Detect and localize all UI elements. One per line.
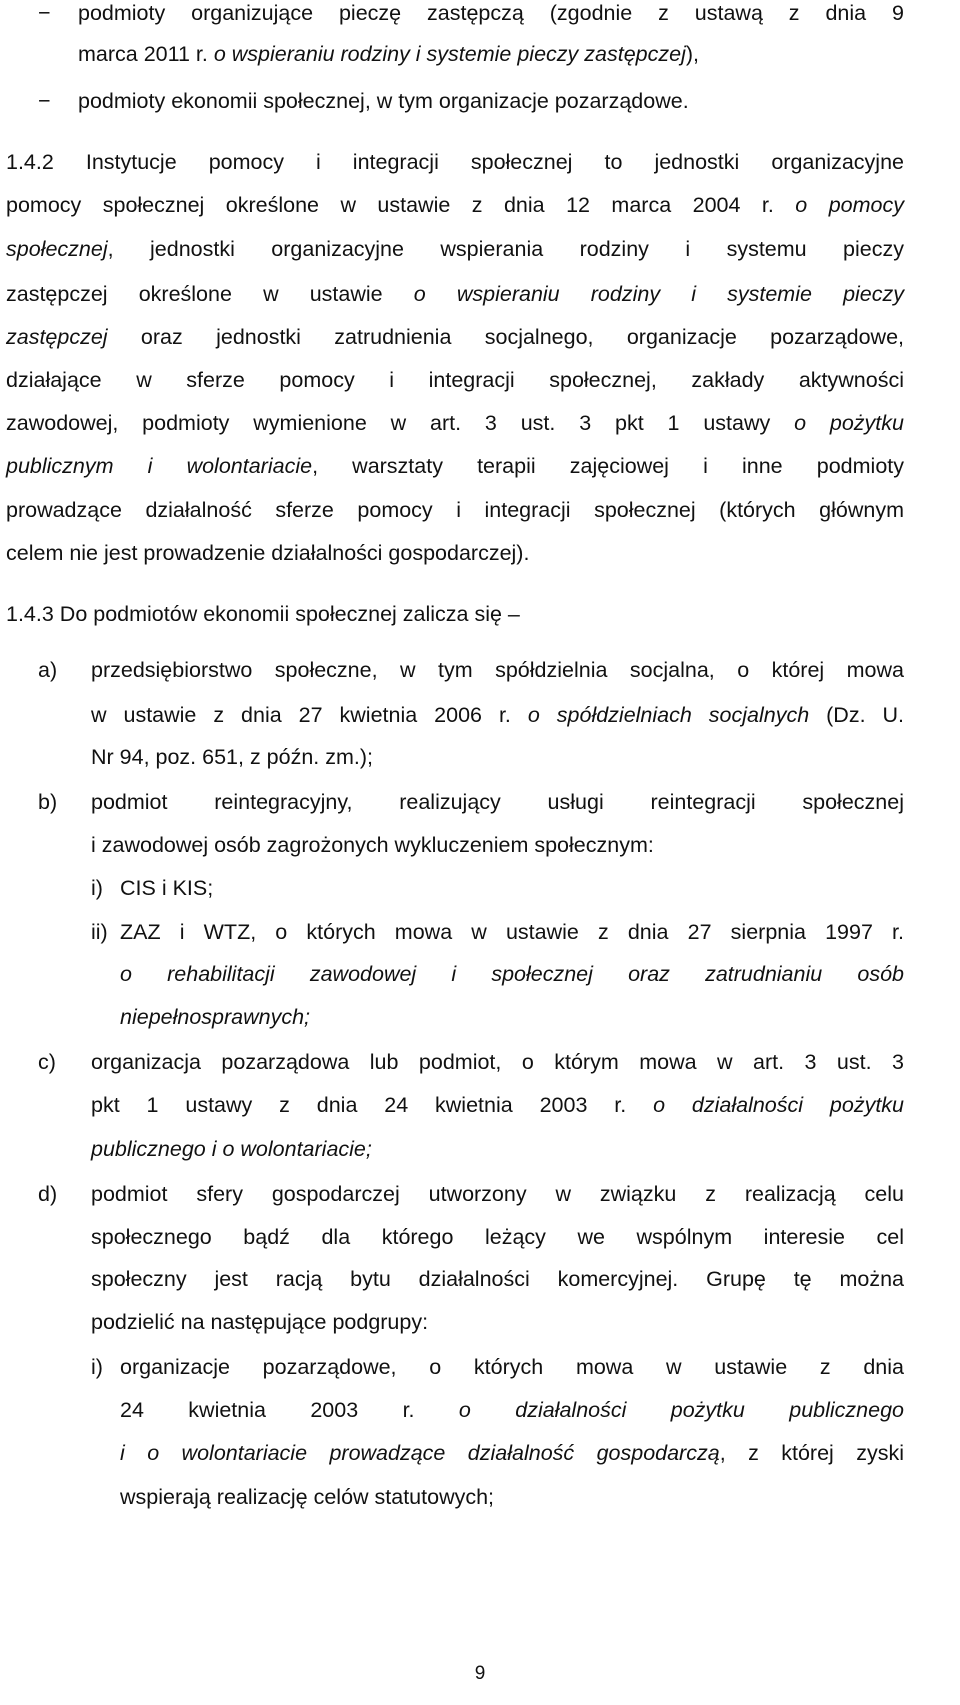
- paragraph-line: pomocy społecznej określone w ustawie z dnia 12 marca 2004 r. o pomocy: [6, 193, 904, 217]
- list-item-text: podmiot sfery gospodarczej utworzony w związku z realizacją celu: [91, 1182, 904, 1206]
- list-item-text: w ustawie z dnia 27 kwietnia 2006 r. o spółdzielniach socjalnych (Dz. U.: [91, 703, 904, 727]
- paragraph-line: celem nie jest prowadzenie działalności gospodarczej).: [6, 541, 530, 565]
- paragraph-line: zastępczej oraz jednostki zatrudnienia socjalnego, organizacje pozarządowe,: [6, 325, 904, 349]
- list-item-text: społeczny jest racją bytu działalności komercyjnej. Grupę tę można: [91, 1267, 904, 1291]
- list-item-text: podmioty ekonomii społecznej, w tym organizacje pozarządowe.: [78, 89, 689, 113]
- list-item-text: publicznego i o wolontariacie;: [91, 1137, 372, 1161]
- paragraph-line: zawodowej, podmioty wymienione w art. 3 ust. 3 pkt 1 ustawy o pożytku: [6, 411, 904, 435]
- paragraph-line: 1.4.2 Instytucje pomocy i integracji społecznej to jednostki organizacyjne: [6, 150, 904, 174]
- list-marker: −: [38, 1, 51, 25]
- list-item-text: przedsiębiorstwo społeczne, w tym spółdzielnia socjalna, o której mowa: [91, 658, 904, 682]
- list-item-text: i o wolontariacie prowadzące działalność gospodarczą, z której zyski: [120, 1441, 904, 1465]
- list-marker: i): [91, 1355, 103, 1379]
- list-marker: a): [38, 658, 58, 682]
- list-item-text: podzielić na następujące podgrupy:: [91, 1310, 429, 1334]
- list-marker: −: [38, 89, 51, 113]
- list-marker: b): [38, 790, 58, 814]
- list-item-text: Nr 94, poz. 651, z późn. zm.);: [91, 745, 374, 769]
- paragraph-line: działające w sferze pomocy i integracji społecznej, zakłady aktywności: [6, 368, 904, 392]
- page-number: 9: [474, 1663, 486, 1684]
- section-heading: 1.4.3 Do podmiotów ekonomii społecznej zalicza się –: [6, 602, 520, 626]
- list-item-text: CIS i KIS;: [120, 876, 214, 900]
- list-item-text: organizacje pozarządowe, o których mowa w ustawie z dnia: [120, 1355, 904, 1379]
- list-item-text: wspierają realizację celów statutowych;: [120, 1485, 495, 1509]
- list-item-text: niepełnosprawnych;: [120, 1005, 311, 1029]
- list-marker: ii): [91, 920, 108, 944]
- list-item-text: organizacja pozarządowa lub podmiot, o którym mowa w art. 3 ust. 3: [91, 1050, 904, 1074]
- list-item-text: marca 2011 r. o wspieraniu rodziny i systemie pieczy zastępczej),: [78, 42, 699, 66]
- list-item-text: pkt 1 ustawy z dnia 24 kwietnia 2003 r. o działalności pożytku: [91, 1093, 904, 1117]
- paragraph-line: zastępczej określone w ustawie o wspieraniu rodziny i systemie pieczy: [6, 282, 905, 306]
- list-item-text: 24 kwietnia 2003 r. o działalności pożytku publicznego: [120, 1398, 905, 1422]
- list-marker: c): [38, 1050, 56, 1074]
- list-item-text: podmioty organizujące pieczę zastępczą (zgodnie z ustawą z dnia 9: [78, 1, 904, 25]
- list-item-text: podmiot reintegracyjny, realizujący usługi reintegracji społecznej: [91, 790, 904, 814]
- paragraph-line: społecznej, jednostki organizacyjne wspierania rodziny i systemu pieczy: [6, 237, 904, 261]
- list-item-text: społecznego bądź dla którego leżący we wspólnym interesie cel: [91, 1225, 904, 1249]
- paragraph-line: publicznym i wolontariacie, warsztaty terapii zajęciowej i inne podmioty: [6, 454, 904, 478]
- list-marker: i): [91, 876, 103, 900]
- list-marker: d): [38, 1182, 58, 1206]
- list-item-text: i zawodowej osób zagrożonych wykluczeniem społecznym:: [91, 833, 654, 857]
- list-item-text: o rehabilitacji zawodowej i społecznej oraz zatrudnianiu osób: [120, 962, 904, 986]
- paragraph-line: prowadzące działalność sferze pomocy i integracji społecznej (których głównym: [6, 498, 904, 522]
- list-item-text: ZAZ i WTZ, o których mowa w ustawie z dnia 27 sierpnia 1997 r.: [120, 920, 904, 944]
